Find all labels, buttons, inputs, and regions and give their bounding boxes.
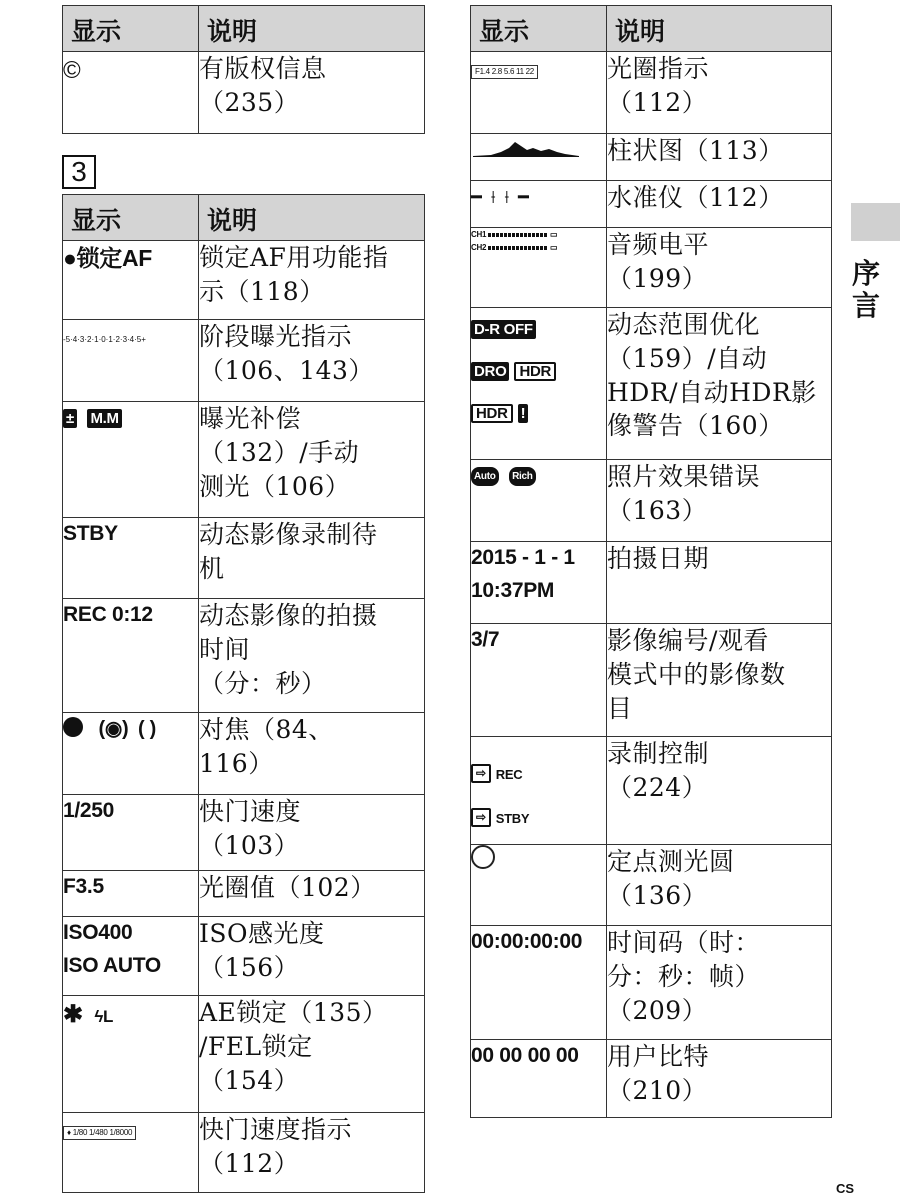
stby-label: STBY <box>63 522 118 545</box>
auto-hdr-icon: HDR <box>514 362 556 381</box>
fel-lock-icon: ϟL <box>94 1007 114 1026</box>
audio-level-ch2-icon: CH2 ▭ <box>471 243 558 252</box>
header-desc: 说明 <box>199 6 425 52</box>
chapter-label: 序言 <box>852 257 881 322</box>
section-number: 3 <box>62 155 96 189</box>
header-display: 显示 <box>471 6 607 52</box>
copyright-icon: © <box>63 57 81 84</box>
right-table: 显示 说明 F1.4 2.8 5.6 11 22 光圈指示 （112） 柱状图（113） ━ ⟊ ⟊ ━ 水准仪（112） CH1 ▭ CH2 ▭ 音频电平 （199） D-R OFF DRO HDR HDR ! 动态范围优化 （159）/自动 HDR/自动HDR影 像警告（160） Auto Rich 照片效果错误 （163） 2015 - 1 - 1 10:37PM 拍摄日期 3/7 影像编号/观看 模式中的影像数 目 ⇨ REC ⇨ STBY 录制控制 （224） 定点测光圆 （136） 00:00:00:00 时间码（时： 分：秒：帧） （209） 00 00 00 00 用户比特 （210） <box>470 5 832 1118</box>
desc-cell: 有版权信息 （235） <box>199 52 425 134</box>
timecode-label: 00:00:00:00 <box>471 930 583 953</box>
focus-ring-icon: (◉) <box>98 718 129 740</box>
histogram-icon <box>471 136 581 160</box>
shutter-scale-icon: ♦ 1/80 1/480 1/8000 <box>63 1126 136 1140</box>
picture-effect-rich-icon: Rich <box>509 467 535 486</box>
dro-off-icon: D-R OFF <box>471 308 606 350</box>
lock-af-label: ●锁定AF <box>63 245 153 271</box>
level-gauge-icon: ━ ⟊ ⟊ ━ <box>471 187 531 207</box>
hdr-warning-icon: HDR <box>471 404 513 423</box>
focus-bracket-icon: ( ) <box>137 718 156 740</box>
aperture-scale-icon: F1.4 2.8 5.6 11 22 <box>471 65 538 79</box>
header-desc: 说明 <box>199 195 425 241</box>
header-display: 显示 <box>63 6 199 52</box>
manual-metering-icon: M.M <box>87 409 121 428</box>
spot-meter-circle-icon <box>471 845 495 869</box>
iso-label: ISO400 <box>63 921 133 944</box>
ae-lock-icon: ✱ <box>63 1001 83 1028</box>
rec-control-rec-icon: ⇨ REC <box>471 751 606 795</box>
header-display: 显示 <box>63 195 199 241</box>
shutter-speed-label: 1/250 <box>63 799 115 822</box>
display-cell <box>63 52 199 134</box>
iso-auto-label: ISO AUTO <box>63 953 161 977</box>
header-desc: 说明 <box>607 6 832 52</box>
dro-icon: DRO <box>471 362 509 381</box>
copyright-table <box>62 5 425 134</box>
image-number-label: 3/7 <box>471 628 500 651</box>
exposure-comp-icon: ± <box>63 409 77 428</box>
rec-control-stby-icon: ⇨ STBY <box>471 795 606 839</box>
rec-time-label: REC 0:12 <box>63 603 153 626</box>
focus-dot-icon <box>63 717 83 737</box>
left-table: 显示 说明 ●锁定AF 锁定AF用功能指 示（118） -5·4·3·2·1·0·1·2·3·4·5+ 阶段曝光指示 （106、143） ± M.M 曝光补偿 （132）/手动 测光（106） STBY 动态影像录制待 机 REC 0:12 动态影像的拍摄 时间 （分：秒） (◉) ( ) 对焦（84、 116） 1/250 快门速度 （103） F3.5 光圈值（102） ISO400 ISO AUTO ISO感光度 （156） ✱ ϟL AE锁定（135） /FEL锁定 （154） ♦ 1/80 1/480 1/8000 快门速度指示 （112） <box>62 194 425 1193</box>
capture-time-label: 10:37PM <box>471 578 555 602</box>
user-bit-label: 00 00 00 00 <box>471 1044 579 1067</box>
aperture-label: F3.5 <box>63 875 104 898</box>
page-code: CS <box>836 1181 855 1196</box>
warning-icon: ! <box>518 404 529 423</box>
bracket-scale-icon: -5·4·3·2·1·0·1·2·3·4·5+ <box>63 335 146 344</box>
chapter-tab <box>851 203 900 241</box>
audio-level-ch1-icon: CH1 ▭ <box>471 230 558 239</box>
capture-date-label: 2015 - 1 - 1 <box>471 546 575 569</box>
picture-effect-auto-icon: Auto <box>471 467 499 486</box>
